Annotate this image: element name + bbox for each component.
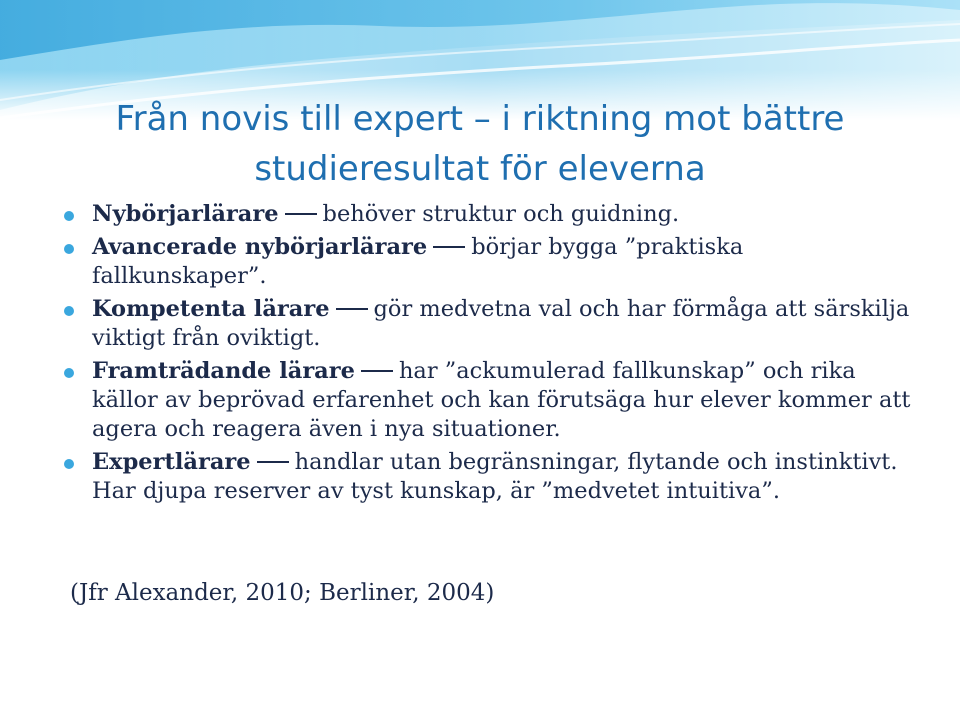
bullet-text: handlar utan begränsningar, flytande och instinktivt. Har djupa reserver av tyst kunskap, är ”medvetet intuitiva”.: [92, 449, 898, 504]
slide-title-line-1: Från novis till expert – i riktning mot bättre: [115, 99, 845, 139]
bullet-item-expert: [64, 448, 914, 506]
bullet-text: har ”ackumulerad fallkunskap” och rika källor av beprövad erfarenhet och kan förutsäga hur elever kommer att agera och reagera även i nya situationer.: [92, 358, 911, 442]
bullet-text: gör medvetna val och har förmåga att särskilja viktigt från oviktigt.: [92, 296, 910, 351]
dash-separator: [285, 213, 317, 215]
bullet-dot-icon: [64, 244, 74, 254]
bullet-list: [64, 200, 914, 510]
bullet-text: börjar bygga ”praktiska fallkunskaper”.: [92, 234, 744, 289]
slide-title: [60, 94, 900, 194]
bullet-item-proficient: [64, 357, 914, 444]
bullet-dot-icon: [64, 211, 74, 221]
dash-separator: [336, 308, 368, 310]
bullet-dot-icon: [64, 368, 74, 378]
bullet-item-advanced-beginner: [64, 233, 914, 291]
bullet-term: Avancerade nybörjarlärare: [92, 234, 428, 260]
bullet-item-novice: [64, 200, 914, 229]
bullet-term: Framträdande lärare: [92, 358, 355, 384]
bullet-dot-icon: [64, 306, 74, 316]
dash-separator: [361, 370, 393, 372]
slide-title-line-2: studieresultat för eleverna: [254, 149, 706, 189]
bullet-text: behöver struktur och guidning.: [322, 201, 680, 227]
dash-separator: [433, 246, 465, 248]
bullet-dot-icon: [64, 459, 74, 469]
bullet-term: Kompetenta lärare: [92, 296, 330, 322]
bullet-term: Nybörjarlärare: [92, 201, 279, 227]
bullet-item-competent: [64, 295, 914, 353]
dash-separator: [257, 461, 289, 463]
bullet-term: Expertlärare: [92, 449, 251, 475]
reference-citation: (Jfr Alexander, 2010; Berliner, 2004): [70, 580, 495, 606]
